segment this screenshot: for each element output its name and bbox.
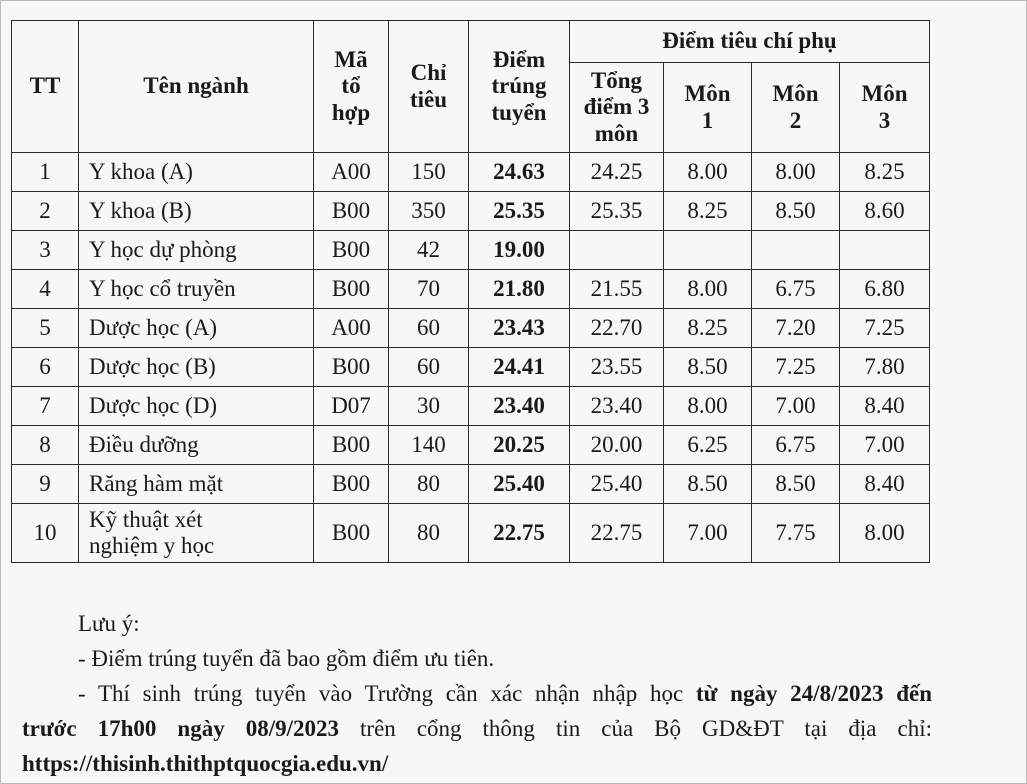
cell-mon3: 6.80 (840, 270, 930, 309)
admission-score-table (11, 20, 930, 563)
cell-combo: A00 (314, 153, 389, 192)
cell-quota: 42 (389, 231, 469, 270)
table-row (12, 465, 930, 504)
cell-quota: 60 (389, 348, 469, 387)
cell-mon2: 6.75 (752, 426, 840, 465)
cell-mon2: 8.50 (752, 192, 840, 231)
cell-mon3: 8.25 (840, 153, 930, 192)
header-total-3: Tổng điểm 3 môn (570, 63, 664, 153)
cell-combo: B00 (314, 426, 389, 465)
cell-mon3: 7.00 (840, 426, 930, 465)
cell-mon2: 6.75 (752, 270, 840, 309)
cell-name: Kỹ thuật xét nghiệm y học (79, 504, 314, 563)
table-row (12, 309, 930, 348)
cell-mon3: 8.40 (840, 465, 930, 504)
cell-quota: 80 (389, 465, 469, 504)
cell-score: 19.00 (469, 231, 570, 270)
cell-combo: A00 (314, 309, 389, 348)
cell-combo: D07 (314, 387, 389, 426)
cell-tt: 2 (12, 192, 79, 231)
header-sub-criteria: Điểm tiêu chí phụ (570, 21, 930, 63)
cell-quota: 350 (389, 192, 469, 231)
cell-name: Y khoa (B) (79, 192, 314, 231)
cell-total: 25.35 (570, 192, 664, 231)
cell-combo: B00 (314, 348, 389, 387)
cell-total: 25.40 (570, 465, 664, 504)
cell-tt: 5 (12, 309, 79, 348)
cell-mon2: 7.25 (752, 348, 840, 387)
cell-total: 23.40 (570, 387, 664, 426)
table-row (12, 348, 930, 387)
cell-mon1 (664, 231, 752, 270)
cell-mon2 (752, 231, 840, 270)
cell-score: 23.40 (469, 387, 570, 426)
cell-quota: 140 (389, 426, 469, 465)
cell-quota: 70 (389, 270, 469, 309)
cell-mon2: 8.00 (752, 153, 840, 192)
cell-score: 24.41 (469, 348, 570, 387)
cell-quota: 80 (389, 504, 469, 563)
cell-tt: 1 (12, 153, 79, 192)
note-item-2-line-2: trước 17h00 ngày 08/9/2023 trên cổng thông tin của Bộ GD&ĐT tại địa chỉ: (22, 716, 933, 741)
header-name: Tên ngành (79, 21, 314, 153)
cell-mon1: 8.00 (664, 387, 752, 426)
cell-combo: B00 (314, 504, 389, 563)
cell-mon2: 8.50 (752, 465, 840, 504)
cell-name: Y khoa (A) (79, 153, 314, 192)
table-row (12, 270, 930, 309)
cell-mon3 (840, 231, 930, 270)
note-item-1: - Điểm trúng tuyển đã bao gồm điểm ưu tiên. (78, 646, 495, 671)
cell-score: 23.43 (469, 309, 570, 348)
table-row (12, 387, 930, 426)
cell-name: Răng hàm mặt (79, 465, 314, 504)
cell-tt: 7 (12, 387, 79, 426)
cell-tt: 6 (12, 348, 79, 387)
cell-mon1: 8.00 (664, 270, 752, 309)
cell-tt: 10 (12, 504, 79, 563)
cell-total: 22.70 (570, 309, 664, 348)
cell-score: 21.80 (469, 270, 570, 309)
table-row (12, 153, 930, 192)
cell-score: 22.75 (469, 504, 570, 563)
cell-combo: B00 (314, 192, 389, 231)
cell-total: 24.25 (570, 153, 664, 192)
cell-name: Dược học (D) (79, 387, 314, 426)
cell-total: 20.00 (570, 426, 664, 465)
notes-title: Lưu ý: (78, 611, 140, 636)
cell-total (570, 231, 664, 270)
notes-section (22, 606, 932, 781)
cell-combo: B00 (314, 465, 389, 504)
cell-mon2: 7.75 (752, 504, 840, 563)
cell-name: Dược học (B) (79, 348, 314, 387)
cell-combo: B00 (314, 231, 389, 270)
cell-tt: 9 (12, 465, 79, 504)
cell-mon1: 8.25 (664, 309, 752, 348)
cell-score: 24.63 (469, 153, 570, 192)
cell-mon3: 7.25 (840, 309, 930, 348)
cell-mon3: 8.40 (840, 387, 930, 426)
cell-quota: 30 (389, 387, 469, 426)
header-mon2: Môn 2 (752, 63, 840, 153)
header-mon1: Môn 1 (664, 63, 752, 153)
cell-quota: 60 (389, 309, 469, 348)
cell-name: Dược học (A) (79, 309, 314, 348)
cell-quota: 150 (389, 153, 469, 192)
header-combo: Mã tổ hợp (314, 21, 389, 153)
cell-mon1: 7.00 (664, 504, 752, 563)
header-admission-score: Điểm trúng tuyển (469, 21, 570, 153)
cell-total: 21.55 (570, 270, 664, 309)
cell-mon3: 7.80 (840, 348, 930, 387)
cell-tt: 4 (12, 270, 79, 309)
cell-mon2: 7.00 (752, 387, 840, 426)
cell-mon1: 8.50 (664, 465, 752, 504)
note-item-2-line-1: - Thí sinh trúng tuyển vào Trường cần xác nhận nhập học từ ngày 24/8/2023 đến (78, 681, 933, 706)
cell-name: Y học dự phòng (79, 231, 314, 270)
cell-mon1: 8.25 (664, 192, 752, 231)
cell-name: Y học cổ truyền (79, 270, 314, 309)
table-row (12, 426, 930, 465)
cell-combo: B00 (314, 270, 389, 309)
note-url: https://thisinh.thithptquocgia.edu.vn/ (22, 751, 389, 776)
cell-mon1: 6.25 (664, 426, 752, 465)
cell-mon3: 8.00 (840, 504, 930, 563)
cell-score: 25.35 (469, 192, 570, 231)
cell-mon1: 8.00 (664, 153, 752, 192)
table-row (12, 231, 930, 270)
cell-score: 25.40 (469, 465, 570, 504)
table-row (12, 192, 930, 231)
table-row (12, 504, 930, 563)
cell-name: Điều dưỡng (79, 426, 314, 465)
cell-total: 23.55 (570, 348, 664, 387)
cell-mon2: 7.20 (752, 309, 840, 348)
cell-tt: 8 (12, 426, 79, 465)
header-tt: TT (12, 21, 79, 153)
header-quota: Chỉ tiêu (389, 21, 469, 153)
cell-mon3: 8.60 (840, 192, 930, 231)
cell-mon1: 8.50 (664, 348, 752, 387)
cell-tt: 3 (12, 231, 79, 270)
cell-score: 20.25 (469, 426, 570, 465)
header-mon3: Môn 3 (840, 63, 930, 153)
cell-total: 22.75 (570, 504, 664, 563)
